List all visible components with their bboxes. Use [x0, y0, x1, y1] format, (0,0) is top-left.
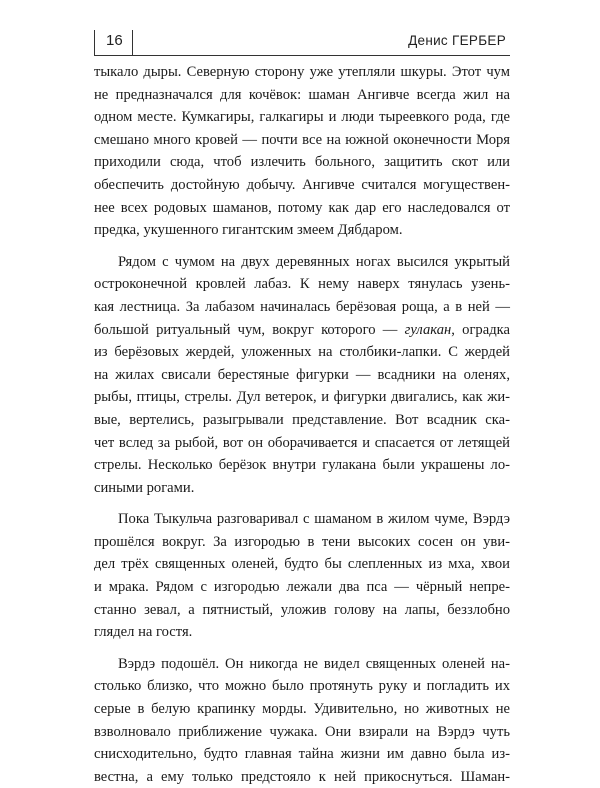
paragraph-1 — [94, 61, 510, 242]
text-line: сиными рогами. — [94, 479, 195, 496]
text-line: Вэрдэ подошёл. Он никогда не видел священных оленей на- — [118, 655, 510, 672]
text-line: остроконечной кровлей лабаз. К нему наверх тянулась узень- — [94, 276, 510, 293]
text-line: дел трёх священных оленей, будто бы слепленных из мха, хвои — [94, 556, 510, 573]
text-line: одном месте. Кумкагиры, галкагиры и люди тыреевкого рода, где — [94, 109, 510, 126]
text-line: предка, укушенного гигантским змеем Дябдаром. — [94, 222, 403, 239]
text-line: столько близко, что можно было протянуть руку и погладить их — [94, 678, 510, 695]
text-line: обеспечить достойную добычу. Ангивче считался могуществен- — [94, 176, 510, 193]
text-line-with-italic — [94, 319, 510, 342]
text-line: вые, вертелись, разыгрывали представление. Вот всадник ска- — [94, 411, 510, 428]
text-line: вестна, а ему только предстояло к ней прикоснуться. Шаман- — [94, 768, 510, 785]
text-line: из берёзовых жердей, уложенных на столбики-лапки. С жердей — [94, 344, 510, 361]
text-fragment: , оградка — [451, 321, 510, 338]
text-line: станно зевал, а пятнистый, уложив голову на лапы, беззлобно — [94, 601, 510, 618]
text-line: смешано много кровей — почти все на южной оконечности Моря — [94, 131, 510, 148]
italic-term: гулакан — [404, 321, 452, 338]
text-line: серые в белую крапинку морды. Удивительно, но животных не — [94, 701, 510, 718]
header-rule — [94, 55, 510, 56]
text-line: приходили сюда, чтоб излечить больного, защитить скот или — [94, 154, 510, 171]
text-line: стрелы. Несколько берёзок внутри гулакана были украшены ло- — [94, 457, 510, 474]
paragraph-3 — [94, 508, 510, 644]
text-line: Рядом с чумом на двух деревянных ногах высился укрытый — [118, 253, 510, 270]
text-line: чет вслед за рыбой, вот он оборачивается и спасается от летящей — [94, 434, 510, 451]
running-header — [94, 30, 510, 56]
text-line: глядел на гостя. — [94, 624, 193, 641]
text-fragment: большой ритуальный чум, вокруг которого — — [94, 321, 405, 338]
running-head-author: Денис ГЕРБЕР — [408, 33, 506, 48]
text-line: и мрака. Рядом с изгородью лежали два пса — чёрный непре- — [94, 579, 510, 596]
text-line: кая лестница. За лабазом начиналась берёзовая роща, а в ней — — [94, 298, 510, 315]
text-line: Пока Тыкульча разговаривал с шаманом в жилом чуме, Вэрдэ — [118, 511, 510, 528]
page-number: 16 — [106, 32, 123, 49]
text-line: на жилах свисали берестяные фигурки — всадники на оленях, — [94, 366, 510, 383]
text-line: прошёлся вокруг. За изгородью в тени высоких сосен он уви- — [94, 533, 510, 550]
paragraph-2 — [94, 251, 510, 500]
text-line: рыбы, птицы, стрелы. Дул ветерок, и фигурки двигались, как жи- — [94, 389, 510, 406]
body-text — [94, 61, 510, 788]
text-line: взволновало приближение чужака. Они взирали на Вэрдэ чуть — [94, 723, 510, 740]
paragraph-4 — [94, 653, 510, 788]
text-line: нее всех родовых шаманов, потому как дар его наследовался от — [94, 199, 510, 216]
text-line: тыкало дыры. Северную сторону уже утепляли шкуры. Этот чум — [94, 64, 510, 80]
text-line: снисходительно, будто главная тайна жизни им давно была из- — [94, 746, 510, 763]
text-line: не предназначался для кочёвок: шаман Ангивче всегда жил на — [94, 86, 510, 103]
